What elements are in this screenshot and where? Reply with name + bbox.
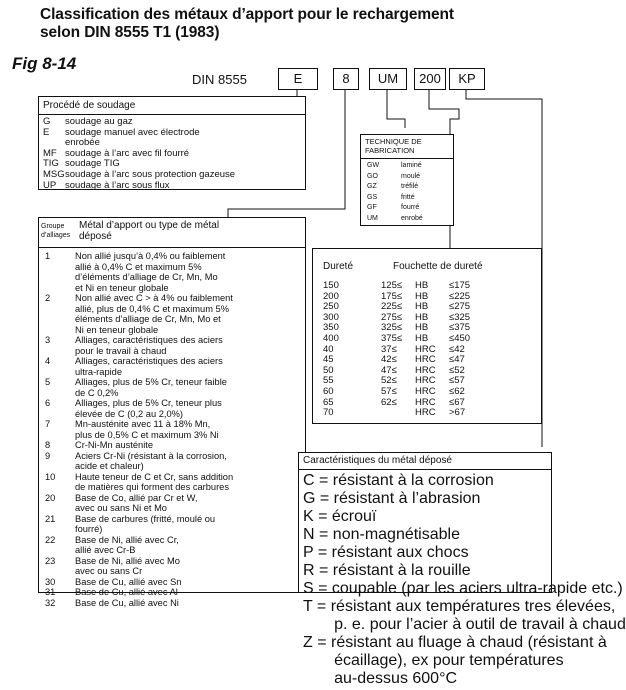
durete-min: 52≤: [381, 375, 397, 387]
durete-row: [323, 387, 489, 398]
durete-value: 200: [323, 290, 339, 302]
procede-item: [43, 117, 301, 128]
procede-text-line: soudage à l’arc sous protection gazeuse: [65, 168, 236, 180]
procede-item: [43, 181, 301, 192]
groupe-item: [41, 556, 303, 577]
groupe-text-line: Base de Cu, allié avec Sn: [75, 576, 182, 587]
groupe-text: [75, 598, 179, 609]
groupe-text-line: Alliages, plus de 5% Cr, teneur faible: [75, 377, 227, 387]
durete-scale: HB: [415, 322, 429, 334]
groupe-text: [75, 451, 227, 472]
durete-min: 225≤: [381, 301, 403, 313]
groupe-text-line: Base de carbures (fritté, moulé ou: [75, 513, 216, 524]
durete-row: [323, 408, 489, 419]
durete-col-2: Fouchette de dureté: [393, 261, 483, 272]
groupe-code: 8: [45, 440, 51, 450]
procede-text: [65, 117, 133, 128]
technique-code: GZ: [367, 183, 377, 191]
procede-code: MSG: [43, 168, 65, 180]
groupe-text-line: Alliages, plus de 5% Cr, teneur plus: [75, 398, 222, 408]
durete-max: ≤225: [449, 290, 471, 302]
groupe-text: [75, 472, 233, 493]
groupe-text: [75, 577, 181, 588]
groupes-header-left-line-2: d’alliages: [41, 232, 71, 239]
groupe-text: [75, 587, 178, 598]
groupe-text-line: Base de Ni, allié avec Mo: [75, 555, 180, 566]
groupe-item: [41, 293, 303, 335]
figure-label: Fig 8-14: [12, 54, 77, 73]
groupe-text: [75, 556, 180, 577]
durete-table-body: [323, 281, 489, 419]
durete-min: 57≤: [381, 385, 397, 397]
durete-row: [323, 334, 489, 345]
groupe-item: [41, 440, 303, 451]
durete-max: ≤42: [449, 343, 465, 355]
durete-max: ≤175: [449, 280, 471, 291]
groupe-text: [75, 251, 225, 293]
caracteristiques-list: [299, 470, 626, 690]
durete-scale: HRC: [415, 375, 436, 387]
groupe-code: 31: [45, 587, 56, 597]
technique-code: UM: [367, 214, 378, 222]
procede-text-line: soudage TIG: [65, 158, 120, 170]
groupe-code: 5: [45, 377, 51, 387]
groupe-text-line: Alliages, caractéristiques des aciers: [75, 356, 223, 366]
durete-max: ≤62: [449, 385, 465, 397]
groupe-code: 6: [45, 398, 51, 408]
durete-col-1: Dureté: [323, 261, 354, 272]
technique-header-line-1: TECHNIQUE DE: [365, 137, 422, 146]
groupe-code: 30: [45, 576, 56, 587]
groupe-code: 4: [45, 356, 51, 366]
durete-max: ≤450: [449, 332, 471, 344]
code-groupe: 8: [333, 68, 359, 90]
durete-scale: HRC: [415, 364, 436, 376]
groupe-text: [75, 356, 223, 377]
groupe-text: [75, 335, 223, 356]
technique-code: GW: [367, 162, 380, 169]
groupe-text-line: Alliages, caractéristiques des aciers: [75, 335, 223, 345]
caracteristiques-box: [298, 452, 626, 687]
groupes-header: [39, 218, 305, 248]
groupe-text-line: Haute teneur de C et Cr, sans addition: [75, 471, 234, 482]
durete-box: [312, 248, 542, 424]
connector-technique: [387, 89, 405, 128]
groupes-header-left-line-1: Groupe: [41, 223, 65, 230]
durete-min: 175≤: [381, 290, 403, 302]
durete-min: 275≤: [381, 311, 403, 323]
durete-value: 350: [323, 322, 339, 334]
caracteristique-line: K = écrouï: [303, 508, 377, 525]
procede-text-line: soudage à l’arc avec fil fourré: [65, 147, 190, 159]
groupe-item: [41, 598, 303, 609]
procede-text-line: soudage au gaz: [65, 116, 133, 127]
procede-text-line: soudage manuel avec électrode: [65, 126, 200, 138]
groupe-item: [41, 577, 303, 588]
groupe-text: [75, 493, 197, 514]
caracteristique-line: Z = résistant au fluage à chaud (résistant à: [303, 634, 607, 651]
durete-min: 37≤: [381, 343, 397, 355]
technique-code: GF: [367, 204, 377, 212]
groupe-item: [41, 335, 303, 356]
groupe-text-line: Base de Ni, allié avec Cr,: [75, 534, 179, 545]
durete-scale: HRC: [415, 407, 436, 419]
procede-item: [43, 128, 301, 149]
technique-item: [367, 214, 447, 225]
durete-scale: HB: [415, 332, 429, 344]
groupe-code: 21: [45, 513, 56, 524]
groupe-text-line: Non allié avec C > à 4% ou faiblement: [75, 293, 233, 303]
durete-scale: HRC: [415, 343, 436, 355]
durete-value: 55: [323, 375, 334, 387]
code-technique: UM: [369, 68, 407, 90]
procede-code: TIG: [43, 158, 59, 170]
groupe-code: 9: [45, 450, 51, 461]
durete-value: 45: [323, 354, 334, 366]
title-line-1: Classification des métaux d’apport pour le rechargement: [40, 6, 454, 23]
groupe-code: 7: [45, 419, 51, 429]
groupe-text: [75, 377, 227, 398]
caracteristique-line: p. e. pour l’acier à outil de travail à chaud: [303, 616, 626, 633]
durete-value: 40: [323, 343, 334, 355]
groupe-text-line: Non allié jusqu’à 0,4% ou faiblement: [75, 251, 226, 261]
groupe-code: 20: [45, 492, 56, 503]
technique-code: GS: [367, 193, 378, 201]
caracteristique-line: C = résistant à la corrosion: [303, 472, 494, 489]
groupe-item: [41, 535, 303, 556]
durete-min: 42≤: [381, 354, 397, 366]
technique-box: [360, 134, 454, 226]
durete-value: 150: [323, 280, 339, 291]
durete-min: [381, 408, 415, 419]
groupe-text-line: de C 0,2%: [75, 387, 119, 398]
durete-max: ≤67: [449, 396, 465, 408]
groupe-text: [75, 419, 219, 440]
groupe-text-line: allié à 0,4% C et maximum 5%: [75, 261, 202, 272]
technique-item: [367, 193, 447, 204]
groupe-code: 10: [45, 471, 56, 482]
technique-item: [367, 172, 447, 183]
caracteristique-line: N = non-magnétisable: [303, 526, 460, 543]
groupe-item: [41, 451, 303, 472]
procede-text: [65, 181, 170, 192]
groupe-code: 32: [45, 597, 56, 608]
groupe-item: [41, 493, 303, 514]
durete-max: ≤275: [449, 301, 471, 313]
designation-prefix: DIN 8555: [192, 72, 247, 87]
groupe-code: 22: [45, 534, 56, 545]
groupe-code: 23: [45, 555, 56, 566]
durete-min: 47≤: [381, 364, 397, 376]
durete-value: 60: [323, 385, 334, 397]
durete-max: ≤57: [449, 375, 465, 387]
groupe-text: [75, 535, 179, 556]
technique-item: [367, 182, 447, 193]
groupe-text-line: pour le travail à chaud: [75, 345, 167, 356]
technique-item: [367, 161, 447, 172]
durete-scale: HRC: [415, 385, 436, 397]
groupe-text-line: Ni en teneur globale: [75, 324, 159, 335]
code-procede: E: [278, 68, 318, 90]
durete-value: 250: [323, 301, 339, 313]
technique-code: GO: [367, 172, 378, 180]
caracteristique-line: T = résistant aux températures tres élevées,: [303, 598, 616, 615]
groupe-item: [41, 377, 303, 398]
technique-label: laminé: [401, 162, 422, 169]
durete-scale: HRC: [415, 396, 436, 408]
groupes-header-right-line-1: Métal d’apport ou type de métal: [79, 220, 220, 231]
groupe-text: [75, 293, 233, 335]
groupe-text-line: ultra-rapide: [75, 366, 123, 377]
durete-scale: HB: [415, 290, 429, 302]
procede-text-line: enrobée: [65, 137, 100, 149]
technique-item: [367, 203, 447, 214]
procede-text-line: soudage à l’arc sous flux: [65, 179, 170, 191]
procede-box: [38, 96, 306, 190]
durete-max: ≤325: [449, 311, 471, 323]
groupe-text-line: plus de 0,5% C et maximum 3% Ni: [75, 429, 219, 440]
durete-scale: HB: [415, 311, 429, 323]
groupe-text-line: fourré): [75, 524, 103, 534]
durete-table: [323, 281, 489, 419]
durete-min: 375≤: [381, 332, 403, 344]
durete-row: [323, 281, 489, 292]
groupe-text: [75, 398, 222, 419]
durete-max: ≤375: [449, 322, 471, 334]
durete-header: [313, 249, 541, 273]
durete-value: 300: [323, 311, 339, 323]
groupe-code: 1: [45, 251, 51, 261]
procede-text: [65, 170, 235, 181]
durete-value: 65: [323, 396, 334, 408]
caracteristique-line: au-dessus 600°C: [303, 670, 458, 687]
groupe-text-line: Base de Co, allié par Cr et W,: [75, 492, 198, 503]
technique-header: [361, 135, 453, 159]
groupe-item: [41, 251, 303, 293]
durete-value: 50: [323, 364, 334, 376]
durete-scale: HB: [415, 280, 429, 291]
groupe-item: [41, 356, 303, 377]
groupe-code: 2: [45, 293, 51, 303]
groupe-text-line: éléments d’alliage de Cr, Mn, Mo et: [75, 314, 221, 324]
groupe-text-line: de matières qui forment des carbures: [75, 482, 229, 492]
code-caracteristiques: KP: [449, 68, 485, 90]
groupes-header-right: [79, 220, 219, 245]
groupe-item: [41, 472, 303, 493]
caracteristique-line: G = résistant à l’abrasion: [303, 490, 481, 507]
groupe-text: [75, 514, 215, 535]
groupe-text-line: acide et chaleur): [75, 461, 144, 471]
groupe-text: [75, 440, 153, 451]
caracteristiques-header: Caractéristiques du métal déposé: [299, 453, 551, 470]
groupe-text-line: avec ou sans Cr: [75, 566, 143, 576]
durete-max: ≤47: [449, 354, 465, 366]
groupe-text-line: allié avec Cr-B: [75, 545, 136, 555]
groupe-item: [41, 587, 303, 598]
procede-code: MF: [43, 147, 57, 159]
groupe-text-line: d’éléments d’alliage de Cr, Mn, Mo: [75, 272, 218, 282]
durete-max: ≤52: [449, 364, 465, 376]
caracteristique-line: R = résistant à la rouille: [303, 562, 471, 579]
groupe-item: [41, 398, 303, 419]
groupe-text-line: avec ou sans Ni et Mo: [75, 503, 167, 513]
groupes-header-left: [41, 220, 79, 245]
groupes-box: [38, 217, 306, 608]
procede-list: [39, 115, 305, 193]
groupes-header-right-line-2: déposé: [79, 231, 112, 242]
technique-label: moulé: [401, 172, 421, 180]
technique-label: enrobé: [401, 214, 423, 222]
groupe-item: [41, 514, 303, 535]
durete-value: 70: [323, 407, 334, 419]
procede-item: [43, 170, 301, 181]
technique-label: tréfilé: [401, 183, 419, 191]
code-durete: 200: [414, 68, 446, 90]
procede-code: UP: [43, 179, 57, 191]
groupe-code: 3: [45, 335, 51, 345]
groupe-text-line: allié, plus de 0,4% C et maximum 5%: [75, 303, 229, 314]
technique-label: fritté: [401, 193, 415, 201]
durete-value: 400: [323, 332, 339, 344]
technique-header-line-2: FABRICATION: [365, 146, 415, 155]
procede-text: [65, 128, 200, 149]
durete-scale: HRC: [415, 354, 436, 366]
durete-min: 125≤: [381, 280, 403, 291]
technique-list: [361, 159, 453, 227]
durete-max: >67: [449, 407, 466, 419]
caracteristique-line: écaillage), ex pour températures: [303, 652, 564, 669]
groupe-text-line: Base de Cu, allié avec Ni: [75, 597, 179, 608]
procede-header: Procédé de soudage: [39, 97, 305, 115]
groupe-item: [41, 419, 303, 440]
groupe-text-line: Mn-austénite avec 11 à 18% Mn,: [75, 419, 211, 429]
groupes-list: [39, 248, 305, 611]
procede-code: E: [43, 126, 50, 138]
groupe-text-line: élevée de C (0,2 au 2,0%): [75, 408, 184, 419]
groupe-text-line: et Ni en teneur globale: [75, 282, 169, 293]
procede-code: G: [43, 116, 51, 127]
caracteristique-line: P = résistant aux chocs: [303, 544, 469, 561]
durete-min: 325≤: [381, 322, 403, 334]
groupe-text-line: Base de Cu, allié avec Al: [75, 587, 178, 597]
groupe-text-line: Aciers Cr-Ni (résistant à la corrosion,: [75, 450, 227, 461]
durete-min: 62≤: [381, 396, 397, 408]
technique-label: fourré: [401, 204, 420, 212]
durete-scale: HB: [415, 301, 429, 313]
title-line-2: selon DIN 8555 T1 (1983): [40, 24, 220, 41]
groupe-text-line: Cr-Ni-Mn austénite: [75, 440, 154, 450]
caracteristique-line: S = coupable (par les aciers ultra-rapide etc.): [303, 580, 623, 597]
